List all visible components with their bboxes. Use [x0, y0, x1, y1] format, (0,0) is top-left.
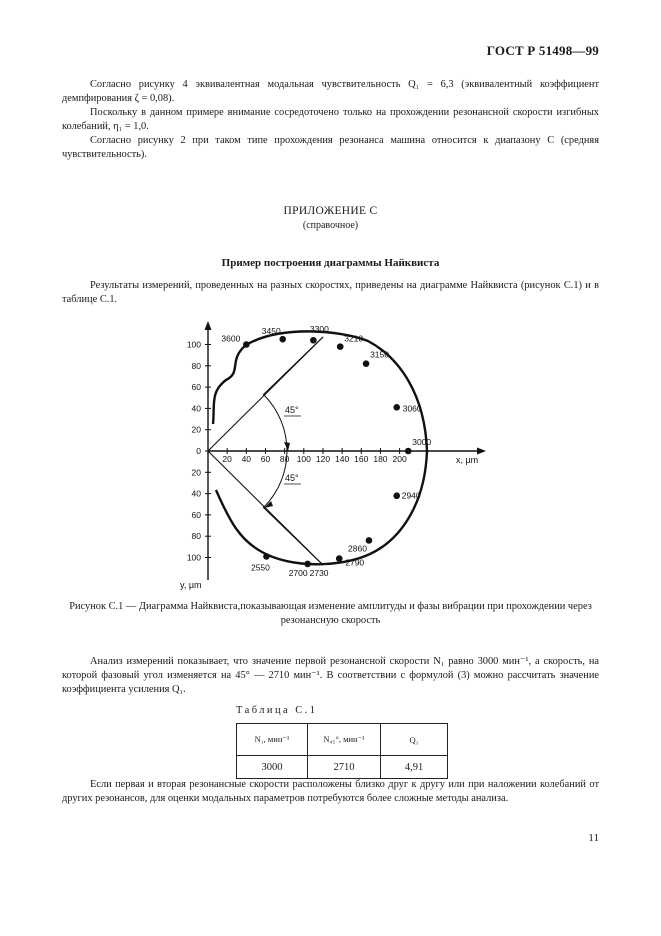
x-tick-label: 160 [354, 454, 369, 464]
paragraph-text: Результаты измерений, проведенных на разных скоростях, приведены на диаграмме Найквиста (рисунок С.1) и в таблице С.1. [62, 280, 599, 306]
y-tick-label: 40 [191, 488, 201, 499]
angle-label-lower: 45° [285, 473, 299, 483]
data-point-label: 2730 [309, 567, 329, 578]
angle-label-upper: 45° [285, 405, 299, 415]
data-point [393, 492, 400, 499]
x-axis-label: x, µm [456, 455, 479, 465]
y-tick-label: 20 [191, 424, 201, 435]
section-title: Пример построения диаграммы Найквиста [221, 257, 440, 269]
y-axis-label: y, µm [180, 580, 202, 590]
paragraph-text: Согласно рисунку 4 эквивалентная модальная чувствительность Q₁ = 6,3 (эквивалентный коэффициент демпфирования ζ = 0,08). [62, 79, 599, 105]
y-tick-label: 60 [191, 509, 201, 520]
figure-caption: Рисунок С.1 — Диаграмма Найквиста,показывающая изменение амплитуды и фазы вибрации при прохождении через резонансную скорость [69, 601, 592, 626]
y-tick-label: 20 [191, 467, 201, 478]
y-tick-label: 0 [196, 446, 201, 456]
data-point [279, 336, 286, 343]
header-q1: Q₁ [381, 724, 448, 756]
header-n45: N₄₅°, мин⁻¹ [308, 724, 381, 756]
data-point-label: 2790 [345, 557, 365, 568]
x-tick-label: 200 [392, 454, 407, 464]
data-point-label: 2860 [348, 543, 367, 554]
x-tick-label: 60 [260, 454, 271, 464]
y-tick-label: 100 [186, 339, 201, 350]
table-label: Таблица С.1 [236, 705, 318, 716]
x-tick-label: 180 [373, 454, 388, 464]
x-axis-arrow [477, 448, 486, 455]
data-point [405, 448, 412, 455]
data-point [336, 555, 343, 562]
cell-q1: 4,91 [381, 756, 448, 779]
table-header-row [237, 724, 448, 756]
cell-n1: 3000 [237, 756, 308, 779]
data-point [363, 360, 370, 367]
paragraph-text: Поскольку в данном примере внимание сосредоточено только на прохождении резонансной скорости изгибных колебаний, η₁ = 1,0. [62, 107, 599, 133]
data-point [337, 343, 344, 350]
data-point-label: 3210 [344, 333, 364, 344]
data-point-label: 3060 [402, 403, 422, 414]
y-axis-arrow [205, 321, 212, 330]
y-tick-label: 40 [191, 403, 201, 414]
data-point [310, 337, 317, 344]
y-tick-label: 80 [191, 531, 201, 542]
data-point [304, 561, 311, 568]
document-code: ГОСТ Р 51498—99 [486, 43, 599, 58]
appendix-subtitle: (справочное) [302, 220, 359, 231]
paragraph-text: Если первая и вторая резонансные скорости расположены близко друг к другу или при наложении колебаний от других резонансов, для оценки модальных параметров потребуются более сложные методы анализа. [62, 779, 599, 805]
curve-upper [213, 331, 427, 451]
x-tick-label: 40 [241, 454, 252, 464]
data-point-label: 3000 [412, 437, 432, 447]
paragraph-complex-methods [62, 778, 599, 806]
paragraph-text: Согласно рисунку 2 при таком типе прохождения резонанса машина относится к диапазону С (средняя чувствительность). [62, 135, 599, 161]
appendix-title: ПРИЛОЖЕНИЕ С [283, 205, 378, 217]
data-point-label: 3600 [221, 333, 241, 344]
paragraph-text: Анализ измерений показывает, что значение первой резонансной скорости N₁ равно 3000 мин⁻¹, а скорость, на которой фазовый угол изменяется на 45° — 2710 мин⁻¹. В соответствии с формулой (3) можно рассчитать значение коэффициента усиления Q₁. [62, 656, 599, 696]
paragraph-analysis [62, 655, 599, 698]
data-point-label: 2550 [250, 562, 270, 573]
data-point-label: 3150 [370, 349, 389, 360]
x-tick-label: 140 [335, 454, 350, 464]
data-point-label: 3450 [261, 326, 281, 337]
nyquist-curve [213, 331, 427, 564]
x-tick-label: 100 [296, 454, 311, 464]
table-row [237, 756, 448, 779]
results-table [236, 723, 448, 779]
x-tick-label: 120 [315, 454, 331, 464]
data-point [263, 553, 270, 560]
y-tick-label: 80 [191, 360, 201, 371]
x-tick-label: 20 [222, 454, 232, 464]
data-point [393, 404, 400, 411]
page-number: 11 [588, 832, 599, 844]
guide-upper-chord [263, 337, 323, 395]
data-point-label: 2940 [401, 490, 421, 501]
y-tick-label: 100 [186, 552, 201, 563]
cell-n45: 2710 [308, 756, 381, 779]
data-point-label: 3300 [309, 324, 329, 335]
x-tick-label: 80 [279, 454, 290, 464]
y-tick-label: 60 [191, 382, 201, 393]
header-n1: N₁, мин⁻¹ [237, 724, 308, 756]
data-point-label: 2700 [288, 567, 308, 578]
data-point [243, 341, 250, 348]
angle-arc-upper [264, 395, 287, 451]
curve-lower [216, 451, 427, 564]
